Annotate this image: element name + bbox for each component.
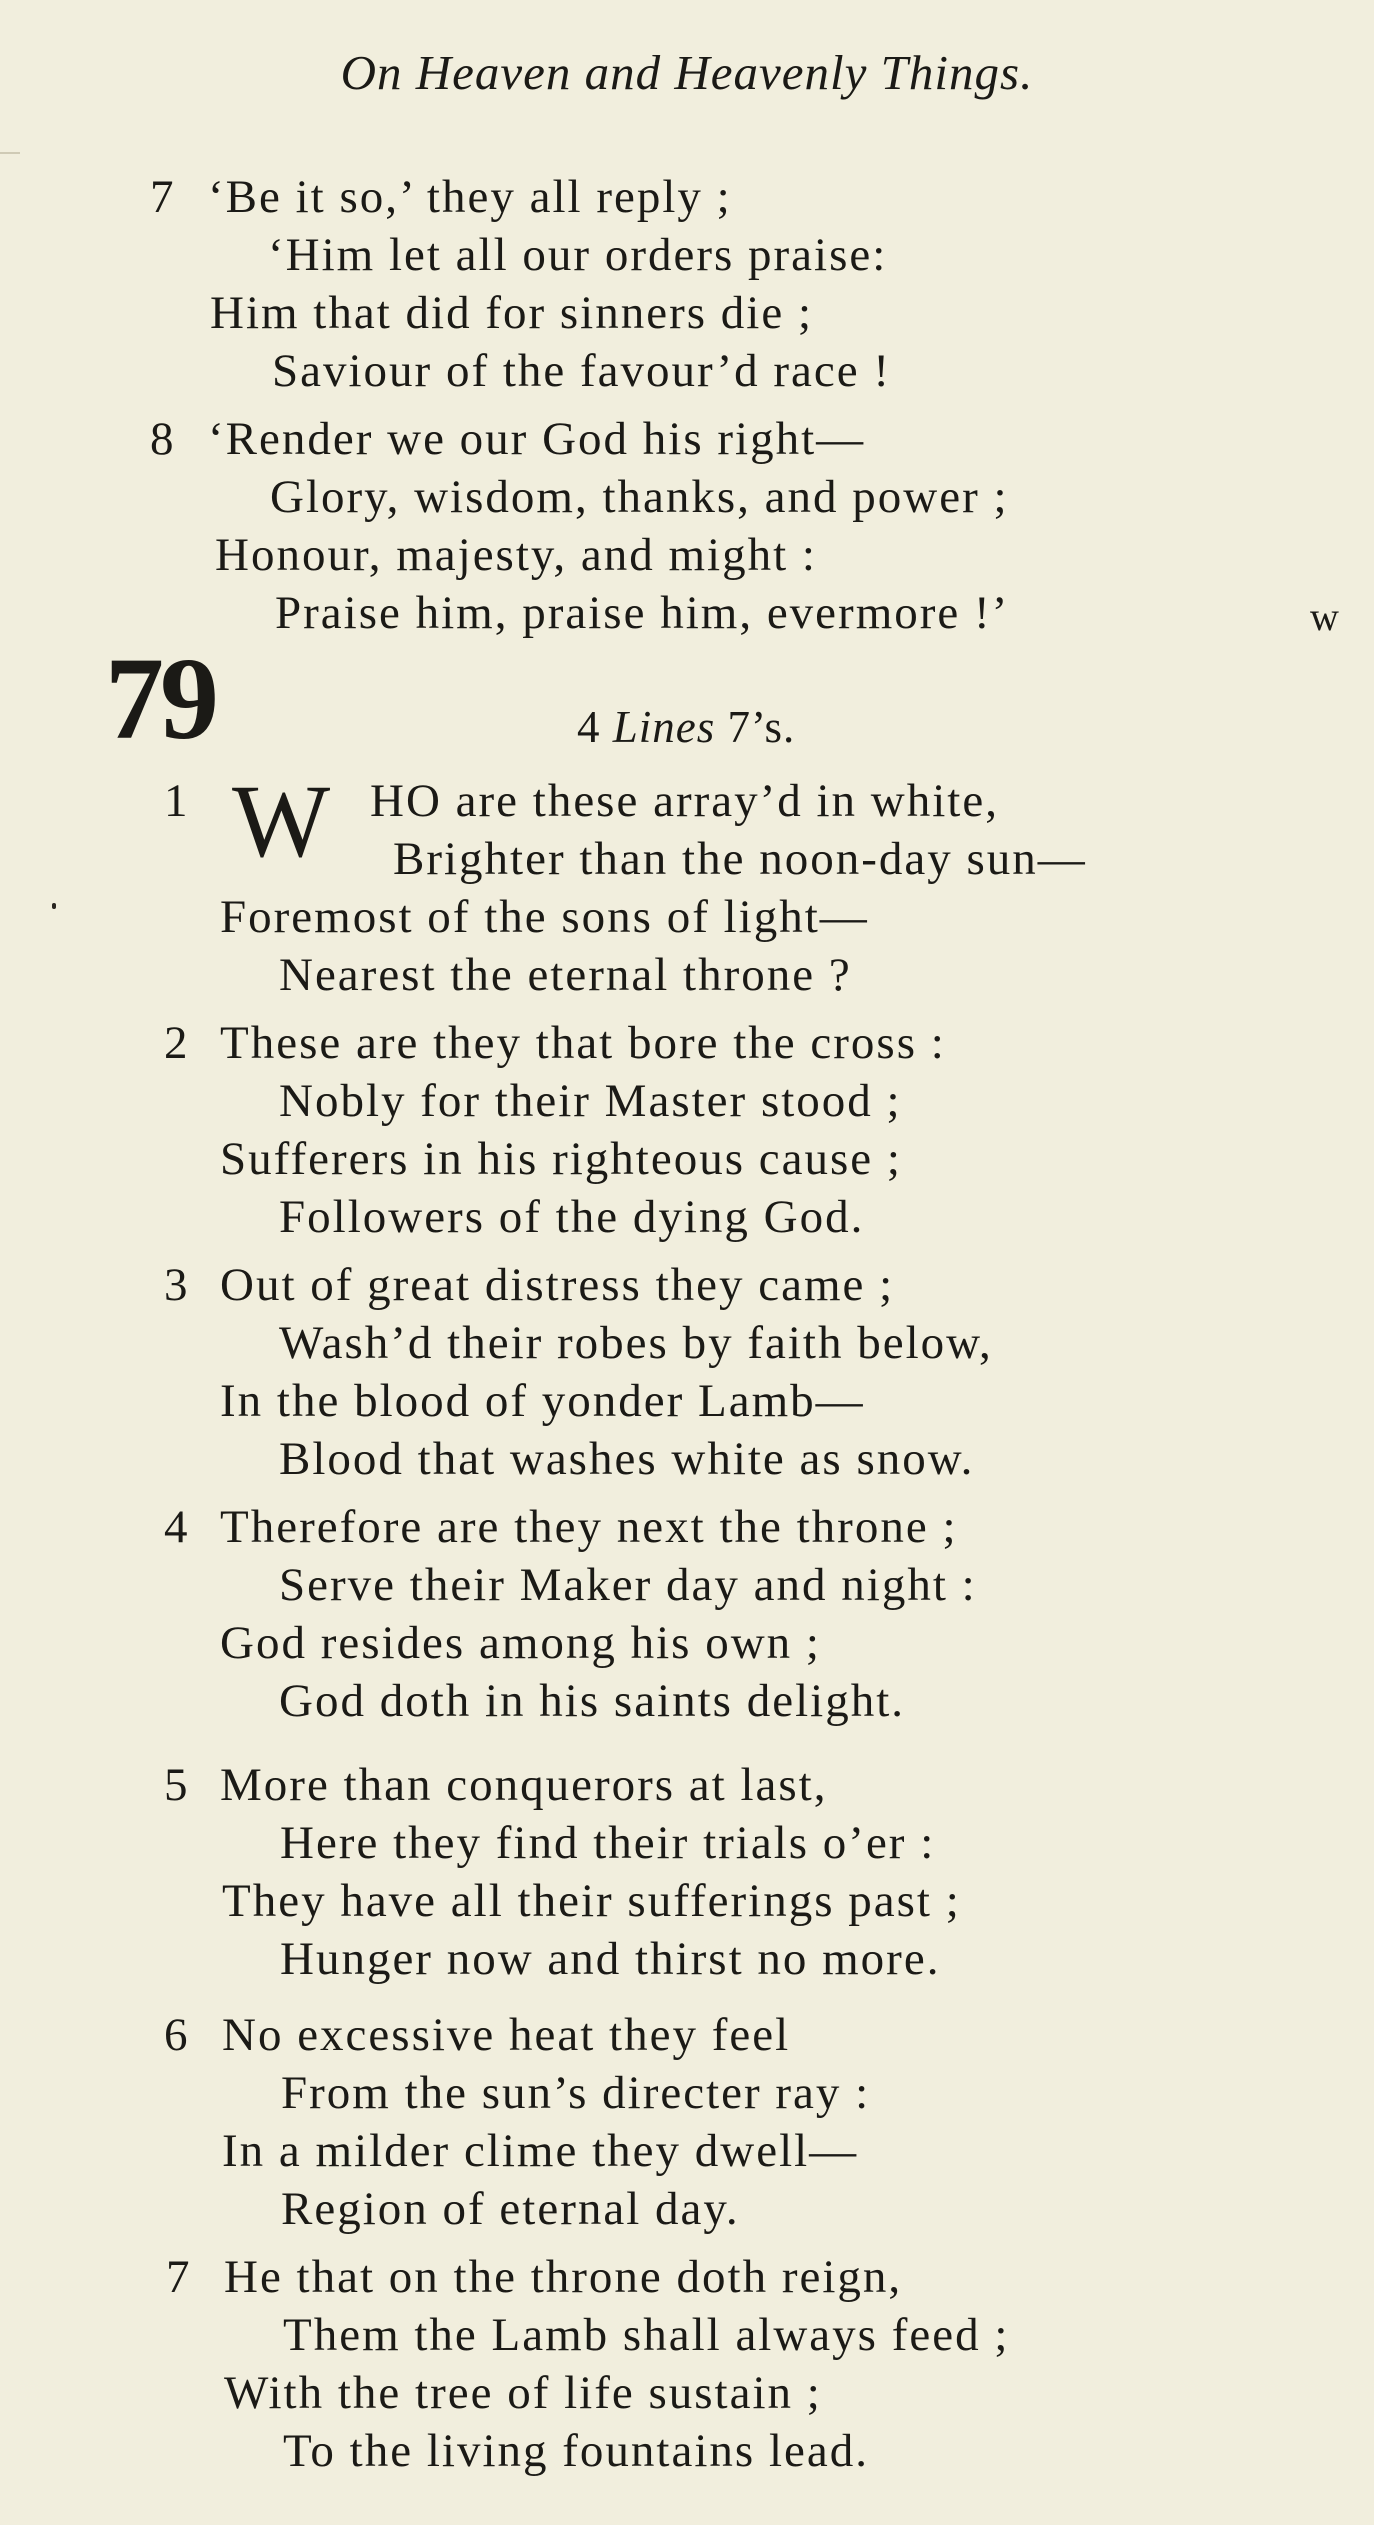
hymn-line: ‘Be it so,’ they all reply ; (208, 171, 732, 223)
hymn-line: Glory, wisdom, thanks, and power ; (270, 471, 1009, 523)
hymn-line: Here they find their trials o’er : (280, 1817, 936, 1869)
hymn-line: Praise him, praise him, evermore !’ (275, 587, 1010, 639)
hymn-line: God doth in his saints delight. (279, 1675, 905, 1727)
hymn-line: More than conquerors at last, (220, 1759, 828, 1811)
hymn-line: These are they that bore the cross : (220, 1017, 946, 1069)
hymn-line: Out of great distress they came ; (220, 1259, 895, 1311)
hymn-line: ‘Render we our God his right— (208, 413, 866, 465)
hymn-line: Saviour of the favour’d race ! (272, 345, 891, 397)
hymn-line: In the blood of yonder Lamb— (220, 1375, 865, 1427)
stanza-number: 7 (166, 2251, 190, 2303)
hymn-line: He that on the throne doth reign, (224, 2251, 903, 2303)
stanza-number: 2 (164, 1017, 188, 1069)
meter-word: Lines (612, 702, 716, 752)
hymn-line: ‘Him let all our orders praise: (268, 229, 888, 281)
stanza-number: 6 (164, 2009, 188, 2061)
hymn-line: Blood that washes white as snow. (279, 1433, 975, 1485)
stanza-number: 7 (150, 171, 174, 223)
stanza-number: 8 (150, 413, 174, 465)
hymn-line: Nobly for their Master stood ; (279, 1075, 902, 1127)
hymn-line: Sufferers in his righteous cause ; (220, 1133, 902, 1185)
hymn-line: Foremost of the sons of light— (220, 891, 869, 943)
hymn-line: Nearest the eternal throne ? (279, 949, 852, 1001)
hymn-line: Honour, majesty, and might : (215, 529, 817, 581)
meter-suffix: 7’s. (727, 702, 796, 752)
hymn-line: In a milder clime they dwell— (222, 2125, 859, 2177)
hymn-line: Wash’d their robes by faith below, (279, 1317, 993, 1369)
stanza-number: 3 (164, 1259, 188, 1311)
hymn-line: They have all their sufferings past ; (222, 1875, 961, 1927)
stanza-number: 5 (164, 1759, 188, 1811)
hymn-line: Serve their Maker day and night : (279, 1559, 977, 1611)
meter-count: 4 (577, 702, 601, 752)
hymn-line: From the sun’s directer ray : (281, 2067, 871, 2119)
drop-cap: W (232, 764, 329, 879)
hymn-line: Him that did for sinners die ; (210, 287, 814, 339)
hymn-line: Them the Lamb shall always feed ; (283, 2309, 1010, 2361)
hymn-line: Therefore are they next the throne ; (220, 1501, 958, 1553)
hymn-line: To the living fountains lead. (283, 2425, 869, 2477)
hymn-line: God resides among his own ; (220, 1617, 821, 1669)
stanza-number: 4 (164, 1501, 188, 1553)
hymn-line: Followers of the dying God. (279, 1191, 865, 1243)
margin-mark: w (1310, 594, 1339, 639)
running-header: On Heaven and Heavenly Things. (340, 45, 1034, 100)
hymn-line: Brighter than the noon-day sun— (393, 833, 1087, 885)
hymn-line: HO are these array’d in white, (370, 775, 999, 827)
stanza-number: 1 (164, 775, 188, 827)
hymn-line: Hunger now and thirst no more. (280, 1933, 941, 1985)
meter-label (577, 702, 796, 752)
hymn-line: With the tree of life sustain ; (224, 2367, 822, 2419)
hymn-line: No excessive heat they feel (222, 2009, 791, 2061)
ink-speck (52, 903, 56, 909)
page-edge-mark (0, 152, 20, 154)
hymn-line: Region of eternal day. (281, 2183, 740, 2235)
hymn-number: 79 (105, 633, 215, 764)
